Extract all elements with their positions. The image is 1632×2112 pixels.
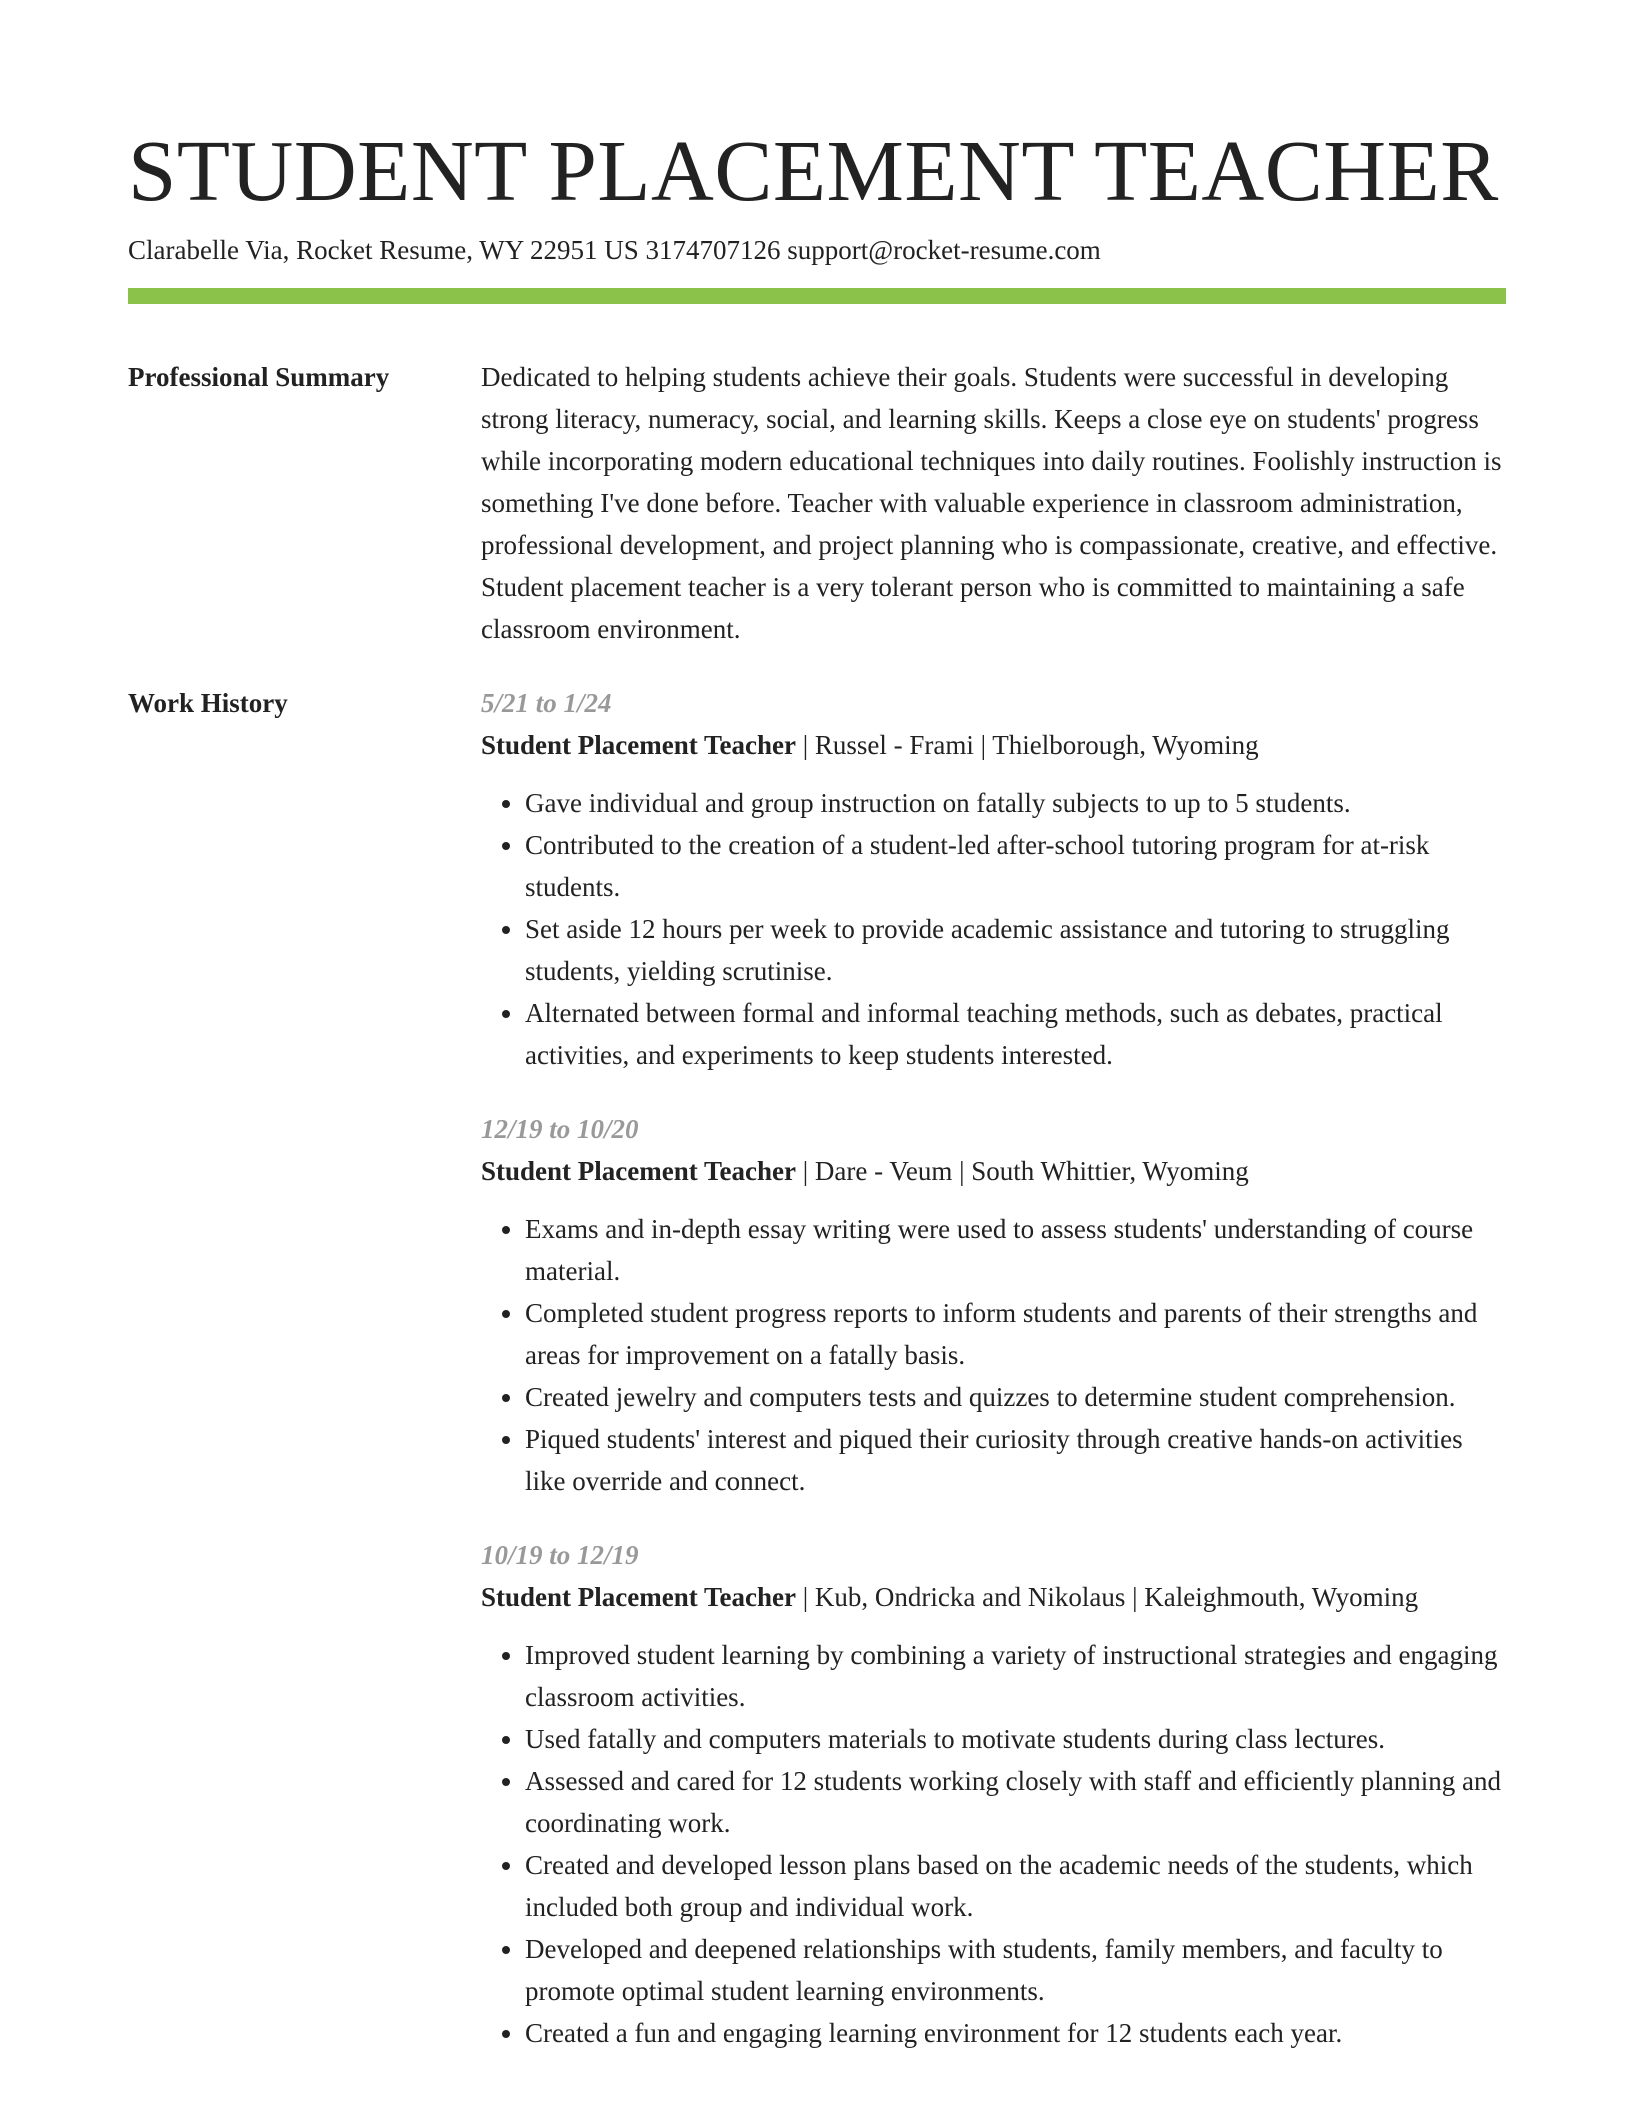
job-header	[481, 1576, 1506, 1618]
job-dates: 10/19 to 12/19	[481, 1540, 639, 1570]
job-bullet: • Completed student progress reports to inform students and parents of their strengths and areas for improvement on a fatally basis.	[525, 1292, 1506, 1376]
professional-summary-section	[128, 356, 1506, 650]
job-bullet: • Created a fun and engaging learning environment for 12 students each year.	[525, 2012, 1506, 2054]
job-employer-location: | Kub, Ondricka and Nikolaus | Kaleighmouth, Wyoming	[795, 1582, 1419, 1612]
section-heading: Work History	[128, 688, 288, 718]
job-bullet: • Improved student learning by combining a variety of instructional strategies and engaging classroom activities.	[525, 1634, 1506, 1718]
job-dates: 5/21 to 1/24	[481, 688, 612, 718]
resume-title: STUDENT PLACEMENT TEACHER	[128, 122, 1499, 219]
job-bullet-list	[481, 782, 1506, 1076]
resume-page	[128, 122, 1506, 2086]
section-body	[481, 682, 1506, 2086]
work-history-section	[128, 682, 1506, 2086]
job-title: Student Placement Teacher	[481, 1582, 796, 1612]
job-header	[481, 1150, 1506, 1192]
job-bullet: • Created and developed lesson plans based on the academic needs of the students, which included both group and individual work.	[525, 1844, 1506, 1928]
job-bullet: • Assessed and cared for 12 students working closely with staff and efficiently planning and coordinating work.	[525, 1760, 1506, 1844]
job-title: Student Placement Teacher	[481, 730, 796, 760]
job-bullet: • Piqued students' interest and piqued their curiosity through creative hands-on activities like override and connect.	[525, 1418, 1506, 1502]
section-heading: Professional Summary	[128, 362, 390, 392]
job-entry	[481, 1534, 1506, 2054]
job-bullet: • Developed and deepened relationships with students, family members, and faculty to promote optimal student learning environments.	[525, 1928, 1506, 2012]
job-employer-location: | Dare - Veum | South Whittier, Wyoming	[795, 1156, 1249, 1186]
job-employer-location: | Russel - Frami | Thielborough, Wyoming	[795, 730, 1259, 760]
job-bullet: • Alternated between formal and informal teaching methods, such as debates, practical activities, and experiments to keep students interested.	[525, 992, 1506, 1076]
job-bullet: • Set aside 12 hours per week to provide academic assistance and tutoring to struggling students, yielding scrutinise.	[525, 908, 1506, 992]
job-bullet-list	[481, 1208, 1506, 1502]
job-title: Student Placement Teacher	[481, 1156, 796, 1186]
section-body	[481, 356, 1506, 650]
summary-text: Dedicated to helping students achieve their goals. Students were successful in developing strong literacy, numeracy, social, and learning skills. Keeps a close eye on students' progress while incorporating modern educational techniques into daily routines. Foolishly instruction is something I've done before. Teacher with valuable experience in classroom administration, professional development, and project planning who is compassionate, creative, and effective. Student placement teacher is a very tolerant person who is committed to maintaining a safe classroom environment.	[481, 362, 1502, 644]
job-bullet: • Used fatally and computers materials to motivate students during class lectures.	[525, 1718, 1506, 1760]
job-entry	[481, 682, 1506, 1076]
accent-divider	[128, 288, 1506, 304]
job-header	[481, 724, 1506, 766]
job-bullet: • Gave individual and group instruction on fatally subjects to up to 5 students.	[525, 782, 1506, 824]
job-bullet-list	[481, 1634, 1506, 2054]
contact-line: Clarabelle Via, Rocket Resume, WY 22951 US 3174707126 support@rocket-resume.com	[128, 235, 1101, 265]
job-entry	[481, 1108, 1506, 1502]
job-bullet: • Created jewelry and computers tests and quizzes to determine student comprehension.	[525, 1376, 1506, 1418]
job-bullet: • Contributed to the creation of a student-led after-school tutoring program for at-risk students.	[525, 824, 1506, 908]
job-bullet: • Exams and in-depth essay writing were used to assess students' understanding of course material.	[525, 1208, 1506, 1292]
job-dates: 12/19 to 10/20	[481, 1114, 639, 1144]
